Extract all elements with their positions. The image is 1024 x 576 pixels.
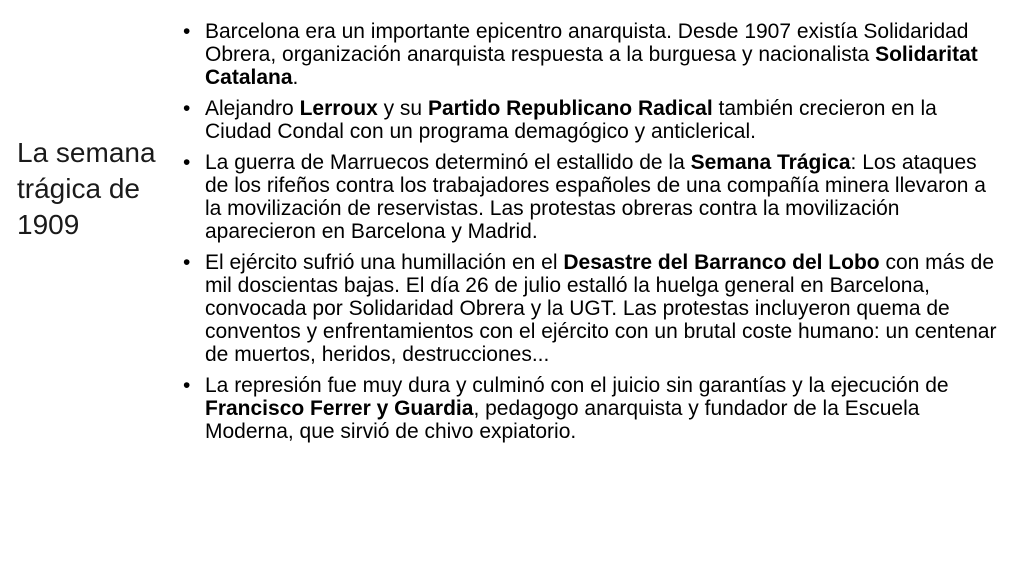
bullet-text xyxy=(205,151,986,243)
bullet-emphasis: Lerroux xyxy=(299,97,378,120)
bullet-item xyxy=(183,374,1003,443)
bullet-segment: El ejército sufrió una humillación en el xyxy=(205,251,564,274)
bullet-emphasis: Semana Trágica xyxy=(690,151,851,174)
bullet-segment: y su xyxy=(377,97,428,120)
bullet-item xyxy=(183,251,1003,366)
bullet-segment: con más de mil doscientas bajas. El día 26 de julio estalló la huelga general en Barcelona, convocada por Solidaridad Obrera y la UGT. Las protestas incluyeron quema de conventos y enfrentamientos con el ejército con un brutal coste humano: un centenar de muertos, heridos, destrucciones... xyxy=(205,251,997,366)
bullet-list xyxy=(183,20,1003,451)
bullet-dot-icon: • xyxy=(183,20,191,43)
bullet-dot-icon: • xyxy=(183,374,191,397)
bullet-item xyxy=(183,20,1003,89)
bullet-dot-icon: • xyxy=(183,97,191,120)
bullet-emphasis: Solidaritat Catalana xyxy=(205,43,978,89)
bullet-segment: Barcelona era un importante epicentro anarquista. Desde 1907 existía Solidaridad Obrera, organización anarquista respuesta a la burguesa y nacionalista xyxy=(205,20,969,66)
bullet-dot-icon: • xyxy=(183,151,191,174)
bullet-dot-icon: • xyxy=(183,251,191,274)
bullet-emphasis: Desastre del Barranco del Lobo xyxy=(563,251,880,274)
bullet-text xyxy=(205,97,937,143)
bullet-segment: La guerra de Marruecos determinó el estallido de la xyxy=(205,151,691,174)
bullet-emphasis: Partido Republicano Radical xyxy=(427,97,713,120)
bullet-segment: . xyxy=(292,66,299,89)
bullet-segment: , pedagogo anarquista y fundador de la Escuela Moderna, que sirvió de chivo expiatorio. xyxy=(205,397,920,443)
bullet-segment: Alejandro xyxy=(205,97,300,120)
bullet-segment: : Los ataques de los rifeños contra los trabajadores españoles de una compañía minera llevaron a la movilización de reservistas. Las protestas obreras contra la movilización aparecieron en Barcelona y Madrid. xyxy=(205,151,986,243)
bullet-item xyxy=(183,151,1003,243)
bullet-item xyxy=(183,97,1003,143)
bullet-segment: también crecieron en la Ciudad Condal con un programa demagógico y anticlerical. xyxy=(205,97,937,143)
bullet-segment: La represión fue muy dura y culminó con el juicio sin garantías y la ejecución de xyxy=(205,374,949,397)
bullet-text xyxy=(205,374,949,443)
bullet-text xyxy=(205,20,978,89)
bullet-text xyxy=(205,251,996,366)
slide-title: La semana trágica de 1909 xyxy=(17,137,156,240)
bullet-emphasis: Francisco Ferrer y Guardia xyxy=(205,397,474,420)
